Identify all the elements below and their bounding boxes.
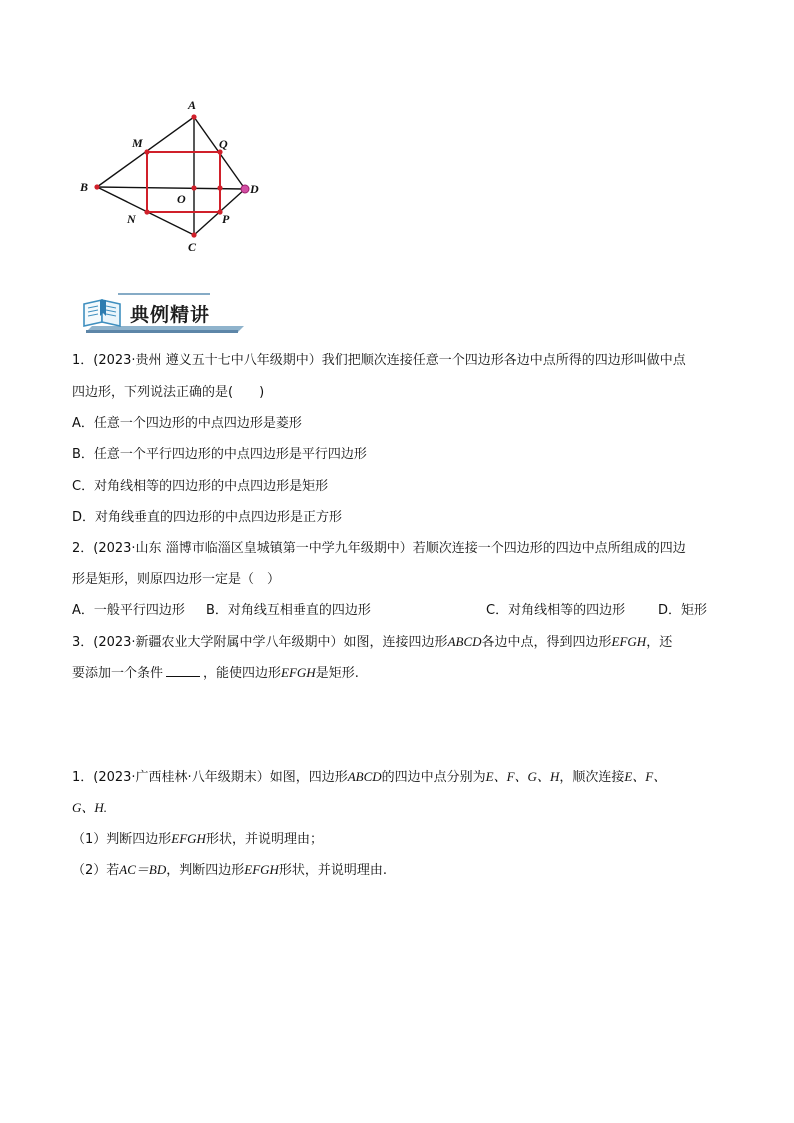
p1-sub2-eq: AC＝BD (119, 862, 167, 877)
p1-sub1-suffix: 形状，并说明理由； (205, 832, 323, 847)
p1-sub2-suffix: 形状，并说明理由. (278, 863, 388, 878)
q3-efgh: EFGH (611, 634, 647, 649)
q3-line2-prefix: 要添加一个条件 (72, 666, 164, 681)
q1-stem-line1: 1．(2023·贵州 遵义五十七中八年级期中）我们把顺次连接任意一个四边形各边中点所得的四边形叫做中点 (72, 353, 686, 368)
label-d: D (250, 182, 259, 196)
p1-mid: 的四边中点分别为 (381, 770, 486, 785)
p1-subquestion-1 (72, 830, 323, 849)
label-o: O (177, 192, 186, 206)
p1-stem-line2: G、H. (72, 800, 108, 815)
label-n: N (127, 212, 136, 226)
section-title: 典例精讲 (130, 304, 211, 326)
q1-stem-line2: 四边形，下列说法正确的是( ) (72, 385, 265, 400)
q1-option-b: B．任意一个平行四边形的中点四边形是平行四边形 (72, 447, 367, 462)
p1-subquestion-2 (72, 861, 387, 880)
q2-stem-line1: 2．(2023·山东 淄博市临淄区皇城镇第一中学九年级期中）若顺次连接一个四边形的四边中点所组成的四边 (72, 541, 686, 556)
q2-stem-line2: 形是矩形，则原四边形一定是（ ） (72, 572, 281, 587)
q1-option-d: D．对角线垂直的四边形的中点四边形是正方形 (72, 510, 343, 525)
p1-points: E、F、G、H (485, 769, 560, 784)
q3-line2-mid: ，能使四边形 (203, 666, 282, 681)
q3-prefix: 3．(2023·新疆农业大学附属中学八年级期中）如图，连接四边形 (72, 635, 448, 650)
q2-option-b: B．对角线互相垂直的四边形 (206, 603, 371, 618)
label-p: P (222, 212, 230, 226)
section-header (78, 290, 248, 334)
q3-mid: 各边中点，得到四边形 (481, 635, 612, 650)
p1-points2: E、F、 (624, 769, 667, 784)
label-m: M (132, 136, 143, 150)
q1-option-a: A．任意一个四边形的中点四边形是菱形 (72, 416, 302, 431)
q3-stem-line2 (72, 664, 359, 683)
p1-mid2: ，顺次连接 (559, 770, 625, 785)
label-q: Q (219, 137, 228, 151)
q2-option-c: C．对角线相等的四边形 (486, 603, 626, 618)
q2-option-a: A．一般平行四边形 (72, 603, 185, 618)
q3-suffix: ，还 (646, 635, 673, 650)
label-c: C (188, 240, 197, 254)
q3-abcd: ABCD (447, 634, 482, 649)
q3-stem-line1 (72, 633, 672, 652)
p1-sub2-efgh: EFGH (244, 862, 279, 877)
p1-sub2-prefix: （2）若 (72, 863, 120, 878)
label-a: A (188, 98, 197, 112)
q3-line2-suffix: 是矩形. (315, 666, 359, 681)
p1-sub2-mid: ，判断四边形 (166, 863, 245, 878)
label-b: B (80, 180, 89, 194)
q1-option-c: C．对角线相等的四边形的中点四边形是矩形 (72, 479, 329, 494)
diagonal-bd (97, 187, 245, 189)
p1-sub1-efgh: EFGH (171, 831, 206, 846)
p1-prefix: 1．(2023·广西桂林·八年级期末）如图，四边形 (72, 770, 348, 785)
vertex-dots (94, 114, 222, 237)
point-d-marker (241, 185, 249, 193)
q3-answer-blank[interactable] (166, 664, 200, 677)
p1-stem-line1 (72, 768, 666, 787)
p1-abcd: ABCD (347, 769, 382, 784)
q3-line2-efgh: EFGH (281, 665, 316, 680)
p1-sub1-prefix: （1）判断四边形 (72, 832, 172, 847)
q2-option-d: D．矩形 (658, 603, 708, 618)
quadrilateral-figure (70, 95, 270, 255)
